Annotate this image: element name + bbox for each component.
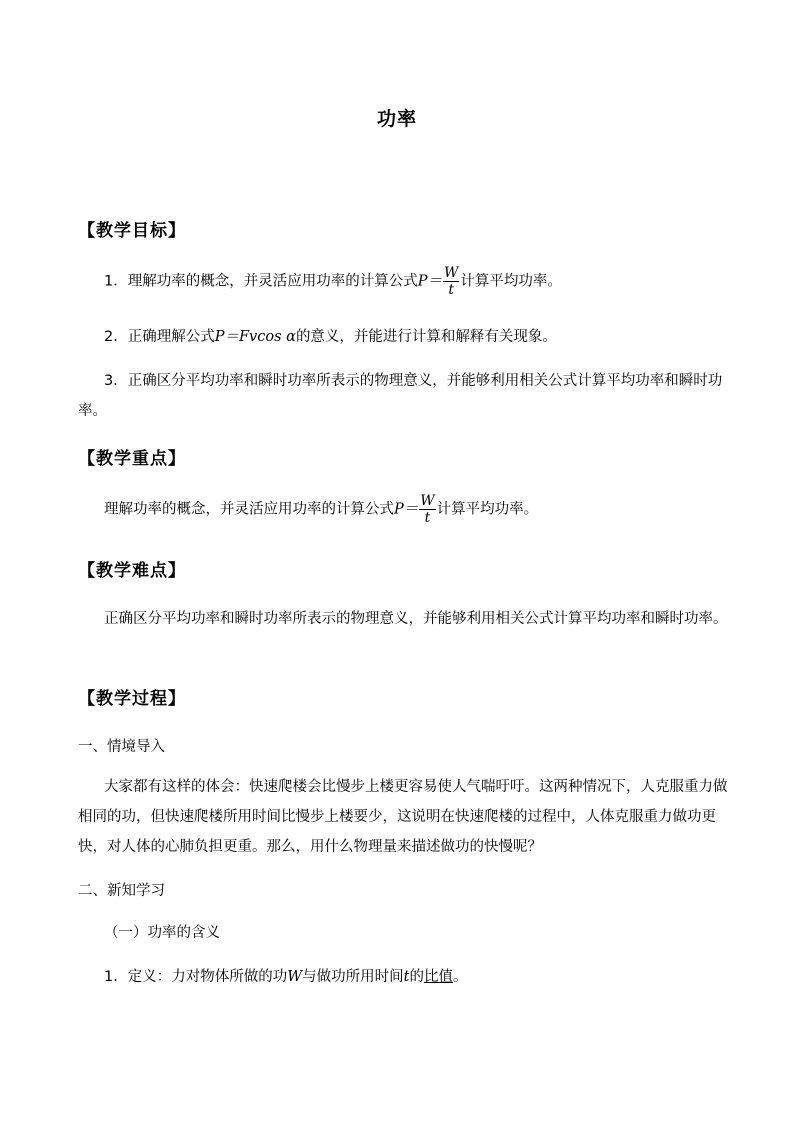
objectives-heading: 【教学目标】 xyxy=(78,221,186,241)
difficulties-heading: 【教学难点】 xyxy=(78,561,186,581)
fraction-numerator: W xyxy=(444,265,459,281)
formula-lhs: P＝ xyxy=(417,273,442,290)
definition-after-t: 的 xyxy=(409,969,424,985)
definition-underlined-term: 比值 xyxy=(423,969,453,985)
formula-power: P＝Fvcos α xyxy=(214,329,296,345)
objective-item-2 xyxy=(104,322,557,352)
page-title: 功率 xyxy=(376,108,417,130)
definition-line xyxy=(104,962,467,992)
objective-2-prefix: 2．正确理解公式 xyxy=(104,329,215,345)
formula-fraction xyxy=(419,494,435,525)
objective-1-prefix: 1．理解功率的概念，并灵活应用功率的计算公式 xyxy=(104,273,418,290)
fraction-numerator: W xyxy=(420,493,435,509)
definition-prefix: 1．定义：力对物体所做的功 xyxy=(104,969,288,985)
objective-item-3: 3．正确区分平均功率和瞬时功率所表示的物理意义，并能够利用相关公式计算平均功率和瞬时功率。 xyxy=(78,373,723,419)
key-points-prefix: 理解功率的概念，并灵活应用功率的计算公式 xyxy=(104,501,394,518)
objective-1-suffix: 计算平均功率。 xyxy=(460,273,562,290)
objective-2-suffix: 的意义，并能进行计算和解释有关现象。 xyxy=(295,329,557,345)
section-2-title: 二、新知学习 xyxy=(78,883,165,899)
definition-end: 。 xyxy=(452,969,468,985)
formula-lhs: P＝ xyxy=(394,501,419,518)
definition-middle: 与做功所用时间 xyxy=(302,969,404,985)
subsection-1-title: （一）功率的含义 xyxy=(104,925,220,941)
objective-item-1 xyxy=(104,266,562,297)
fraction-denominator: t xyxy=(448,282,455,298)
process-heading: 【教学过程】 xyxy=(78,689,186,709)
section-1-text: 大家都有这样的体会：快速爬楼会比慢步上楼更容易使人气喘吁吁。这两种情况下，人克服重力做相同的功，但快速爬楼所用时间比慢步上楼要少，这说明在快速爬楼的过程中，人体克服重力做功更快，对人体的心肺负担更重。那么，用什么物理量来描述做功的快慢呢？ xyxy=(78,779,728,855)
difficulties-text: 正确区分平均功率和瞬时功率所表示的物理意义，并能够利用相关公式计算平均功率和瞬时功率。 xyxy=(104,611,728,627)
var-work: W xyxy=(287,969,303,985)
key-points-text xyxy=(104,494,538,525)
var-time: t xyxy=(403,969,410,985)
key-points-heading: 【教学重点】 xyxy=(78,449,186,469)
formula-fraction xyxy=(443,266,459,297)
section-1-title: 一、情境导入 xyxy=(78,739,165,755)
fraction-denominator: t xyxy=(424,510,431,526)
key-points-suffix: 计算平均功率。 xyxy=(436,501,539,518)
